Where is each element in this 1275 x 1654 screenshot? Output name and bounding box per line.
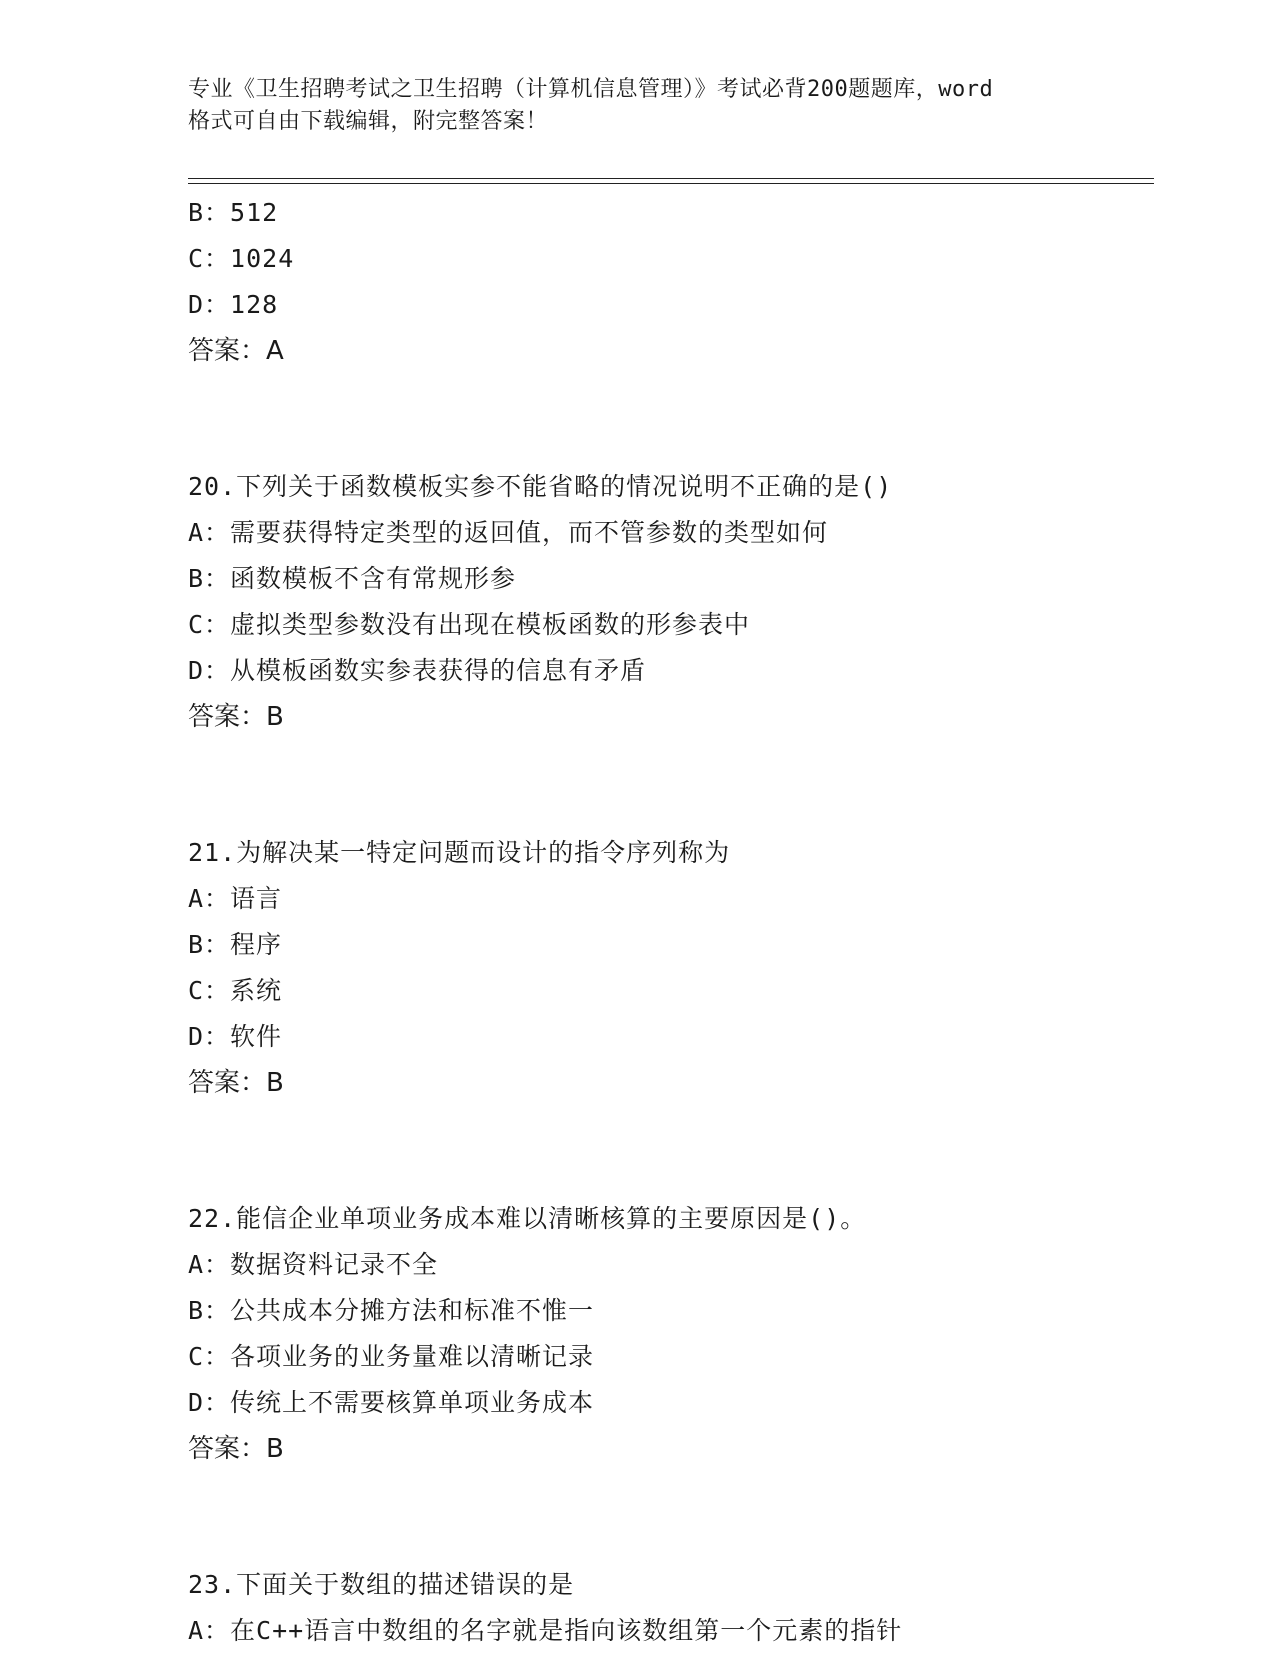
option-d: D：128 — [188, 290, 279, 319]
question-stem: 20.下列关于函数模板实参不能省略的情况说明不正确的是() — [188, 472, 893, 501]
answer-line: 答案：B — [188, 702, 284, 732]
option-b: B：512 — [188, 198, 279, 227]
option-b: B：函数模板不含有常规形参 — [188, 564, 517, 593]
spacer — [188, 374, 1154, 464]
header-divider-top — [188, 178, 1154, 179]
question-block-21 — [188, 830, 1154, 1106]
option-d: D：软件 — [188, 1022, 283, 1051]
question-stem: 23.下面关于数组的描述错误的是 — [188, 1570, 575, 1599]
question-block-22 — [188, 1196, 1154, 1472]
option-d: D：从模板函数实参表获得的信息有矛盾 — [188, 656, 647, 685]
option-a: A：需要获得特定类型的返回值，而不管参数的类型如何 — [188, 518, 829, 547]
spacer — [188, 1106, 1154, 1196]
option-c: C：各项业务的业务量难以清晰记录 — [188, 1342, 595, 1371]
document-header — [188, 74, 1108, 138]
answer-line: 答案：B — [188, 1068, 284, 1098]
answer-line: 答案：B — [188, 1434, 284, 1464]
option-c: C：1024 — [188, 244, 295, 273]
header-line-2: 格式可自由下载编辑，附完整答案！ — [188, 109, 549, 134]
header-line-1: 专业《卫生招聘考试之卫生招聘（计算机信息管理）》考试必背200题题库，word — [188, 77, 994, 102]
option-a: A：语言 — [188, 884, 283, 913]
spacer — [188, 1472, 1154, 1562]
option-b: B：公共成本分摊方法和标准不惟一 — [188, 1296, 595, 1325]
question-list — [188, 190, 1154, 1654]
option-d: D：传统上不需要核算单项业务成本 — [188, 1388, 595, 1417]
question-stem: 21.为解决某一特定问题而设计的指令序列称为 — [188, 838, 731, 867]
option-a: A：在C++语言中数组的名字就是指向该数组第一个元素的指针 — [188, 1616, 903, 1645]
question-stem: 22.能信企业单项业务成本难以清晰核算的主要原因是()。 — [188, 1204, 867, 1233]
question-block-20 — [188, 464, 1154, 740]
question-block-prev — [188, 190, 1154, 374]
option-b: B：程序 — [188, 930, 283, 959]
header-divider-bottom — [188, 183, 1154, 184]
question-block-23 — [188, 1562, 1154, 1654]
answer-line: 答案：A — [188, 336, 284, 366]
option-a: A：数据资料记录不全 — [188, 1250, 439, 1279]
option-c: C：系统 — [188, 976, 283, 1005]
option-c: C：虚拟类型参数没有出现在模板函数的形参表中 — [188, 610, 751, 639]
spacer — [188, 740, 1154, 830]
